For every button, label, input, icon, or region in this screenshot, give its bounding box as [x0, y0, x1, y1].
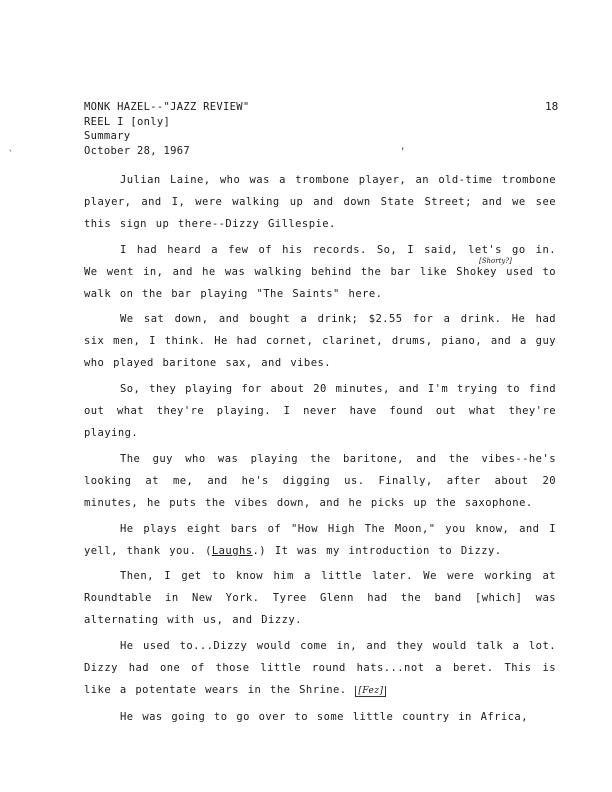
scan-speck: , — [400, 142, 406, 152]
header-reel: REEL I [only] — [84, 115, 171, 128]
paragraph: He was going to go over to some little country in Africa, — [120, 710, 528, 723]
paragraph: We sat down, and bought a drink; $2.55 for a drink. He had six men, I think. He had cornet, clarinet, drums, piano, and a guy who played baritone sax, and vibes. — [84, 313, 556, 370]
paragraph: The guy who was playing the baritone, and the vibes--he's looking at me, and he's digging us. Finally, after about 20 minutes, he puts the vibes down, and he picks up the saxophone. — [84, 452, 556, 509]
underlined-laughs: Laughs — [211, 544, 253, 557]
paragraph-text: He used to...Dizzy would come in, and they would talk a lot. Dizzy had one of those little round hats...not a beret. This is like a potentate wears in the Shrine. — [84, 640, 556, 696]
paragraph: Julian Laine, who was a trombone player, an old-time trombone player, and I, were walking up and down State Street; and we see this sign up there--Dizzy Gillespie. — [84, 174, 556, 230]
transcript-body — [84, 170, 556, 729]
paragraph: So, they playing for about 20 minutes, and I'm trying to find out what they're playing. I never have found out what they're playing. — [84, 383, 556, 439]
page-number: 18 — [545, 100, 559, 113]
handwritten-shorty-note: [Shorty?] — [479, 257, 512, 265]
paragraph: I had heard a few of his records. So, I said, let's go in. We went in, and he was walking behind the bar like Shokey used to walk on the bar playing "The Saints" here. — [84, 243, 556, 300]
header-date: October 28, 1967 — [84, 144, 190, 157]
paragraph-text: He plays eight bars of "How High The Moon," you know, and I yell, thank you. ( — [84, 522, 556, 557]
paragraph: Then, I get to know him a little later. We were working at Roundtable in New York. Tyree Glenn had the band [which] was alternating with us, and Dizzy. — [84, 570, 556, 627]
paragraph — [84, 519, 556, 563]
handwritten-fez-note: [Fez] — [355, 686, 386, 697]
document-header — [84, 100, 250, 158]
scan-speck: ` — [8, 150, 14, 160]
paragraph — [84, 636, 556, 703]
header-summary-label: Summary — [84, 130, 131, 142]
paragraph-text: .) It was my introduction to Dizzy. — [252, 544, 502, 557]
header-title: MONK HAZEL--"JAZZ REVIEW" — [84, 101, 250, 113]
